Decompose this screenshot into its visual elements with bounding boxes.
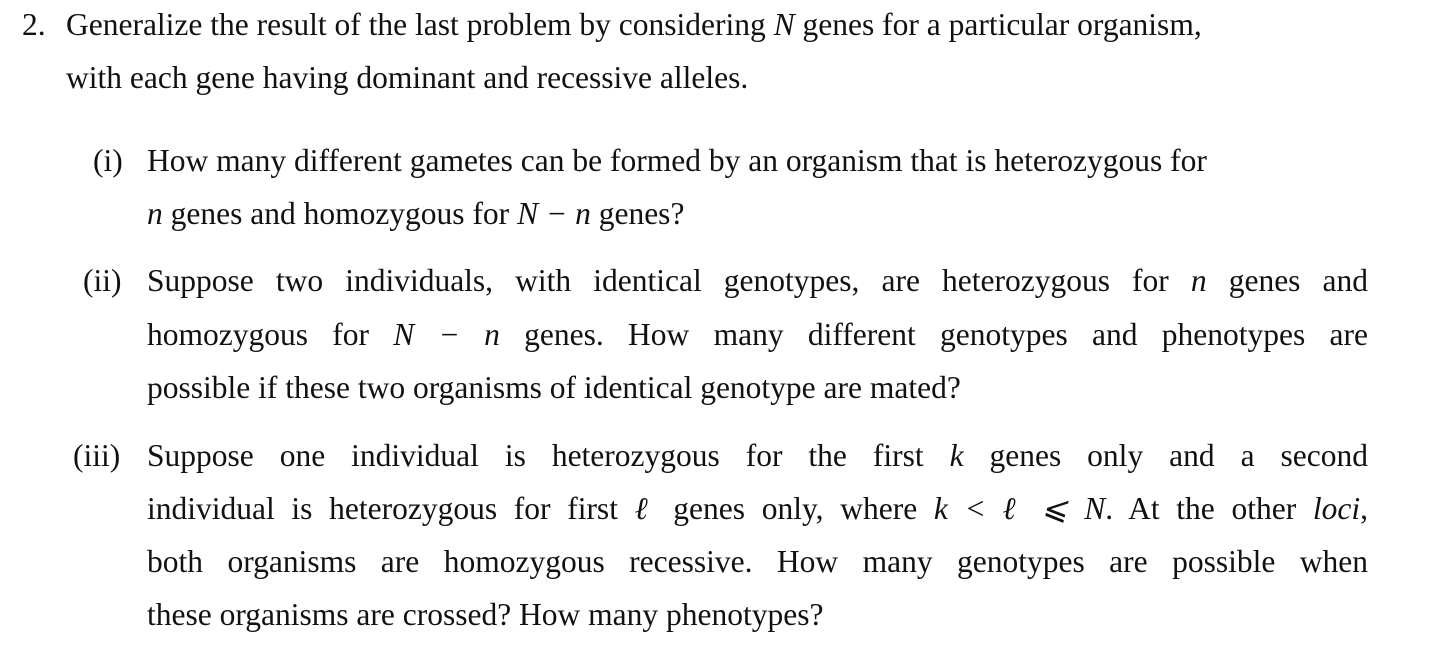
- var-k: k: [949, 438, 964, 473]
- part-iii-text-1a: Suppose one individual is heterozygous for the first: [147, 438, 950, 473]
- intro-text-1a: Generalize the result of the last problem by considering: [66, 7, 774, 42]
- part-iii-text-2c: . At the other: [1105, 491, 1313, 526]
- var-n: n: [1190, 263, 1207, 298]
- part-i-line-1: How many different gametes can be formed by an organism that is heterozygous for: [147, 143, 1207, 178]
- part-ii-line-2: [147, 316, 1368, 354]
- part-ii-line-3: possible if these two organisms of identical genotype are mated?: [147, 370, 961, 405]
- var-ell: ℓ: [634, 491, 657, 526]
- part-i-label: (i): [93, 143, 123, 178]
- part-i-text-2b: genes?: [590, 196, 685, 231]
- word-loci: loci: [1312, 491, 1361, 526]
- problem-intro-line-1: [66, 6, 1202, 44]
- part-i-text-2a: genes and homozygous for: [162, 196, 518, 231]
- part-iii-text-2d: ,: [1360, 491, 1369, 526]
- part-iii-line-3: both organisms are homozygous recessive. How many genotypes are possible when: [147, 544, 1368, 579]
- part-iii-line-2: [147, 490, 1368, 528]
- var-N: N: [773, 7, 795, 42]
- part-iii-line-4: these organisms are crossed? How many phenotypes?: [147, 597, 824, 632]
- part-iii-label: (iii): [73, 438, 121, 473]
- part-ii-text-1b: genes and: [1206, 263, 1369, 298]
- math-N-minus-n: N − n: [393, 317, 500, 352]
- part-ii-text-1a: Suppose two individuals, with identical genotypes, are heterozygous for: [147, 263, 1191, 298]
- part-iii-text-2b: genes only, where: [656, 491, 934, 526]
- part-ii-label: (ii): [83, 263, 122, 298]
- part-ii-line-1: [147, 262, 1368, 300]
- problem-intro-line-2: with each gene having dominant and recessive alleles.: [66, 60, 749, 95]
- part-ii-text-2a: homozygous for: [147, 317, 394, 352]
- math-k-lt-ell-le-N: k < ℓ ⩽ N: [933, 491, 1106, 526]
- part-ii-text-2b: genes. How many different genotypes and phenotypes are: [499, 317, 1368, 352]
- var-n: n: [147, 196, 163, 231]
- part-iii-text-1b: genes only and a second: [963, 438, 1368, 473]
- math-N-minus-n: N − n: [517, 196, 591, 231]
- intro-text-1b: genes for a particular organism,: [794, 7, 1202, 42]
- part-iii-text-2a: individual is heterozygous for first: [147, 491, 635, 526]
- problem-number: 2.: [22, 7, 46, 42]
- part-i-line-2: [147, 195, 684, 233]
- part-iii-line-1: [147, 437, 1368, 475]
